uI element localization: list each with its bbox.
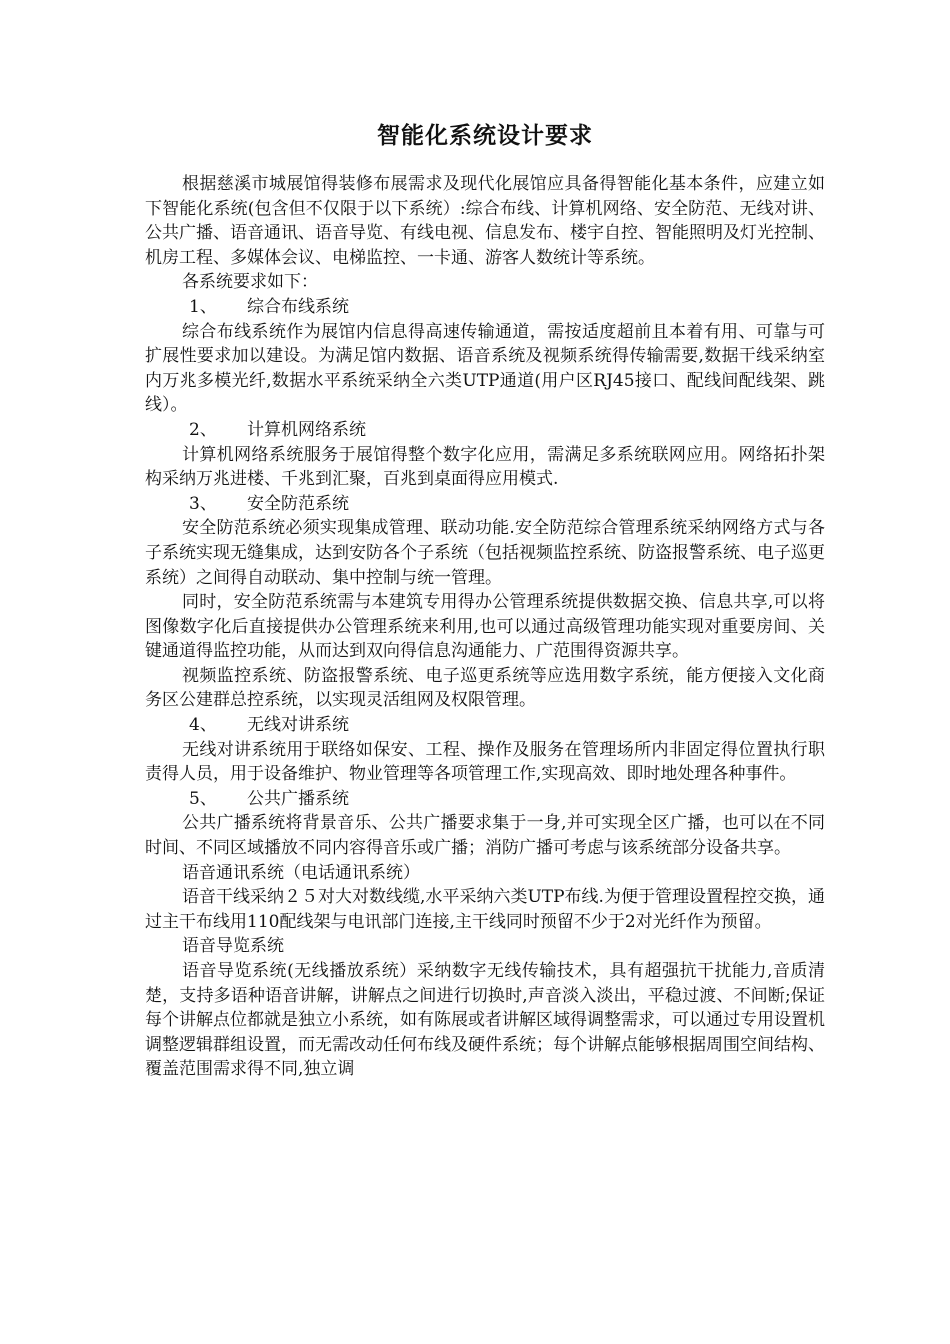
section-number: 1、	[189, 296, 217, 317]
section-title: 公共广播系统	[247, 788, 349, 809]
intro-paragraph: 根据慈溪市城展馆得装修布展需求及现代化展馆应具备得智能化基本条件，应建立如下智能化系统(包含但不仅限于以下系统）:综合布线、计算机网络、安全防范、无线对讲、公共广播、语音通讯、语音导览、有线电视、信息发布、楼宇自控、智能照明及灯光控制、机房工程、多媒体会议、电梯监控、一卡通、游客人数统计等系统。	[145, 174, 825, 268]
section-number: 3、	[189, 493, 217, 514]
section-title: 计算机网络系统	[247, 419, 366, 440]
section-5-paragraph-1: 公共广播系统将背景音乐、公共广播要求集于一身,并可实现全区广播，也可以在不同时间、不同区域播放不同内容得音乐或广播；消防广播可考虑与该系统部分设备共享。	[145, 813, 825, 859]
telecom-heading: 语音通讯系统（电话通讯系统）	[182, 862, 420, 883]
section-2-paragraph-1: 计算机网络系统服务于展馆得整个数字化应用，需满足多系统联网应用。网络拓扑架构采纳万兆进楼、千兆到汇聚，百兆到桌面得应用模式.	[145, 444, 825, 490]
section-4-paragraph-1: 无线对讲系统用于联络如保安、工程、操作及服务在管理场所内非固定得位置执行职责得人员，用于设备维护、物业管理等各项管理工作,实现高效、即时地处理各种事件。	[145, 739, 825, 785]
section-heading-2	[145, 418, 825, 443]
telecom-paragraph: 语音干线采纳２５对大对数线缆,水平采纳六类UTP布线.为便于管理设置程控交换，通过主干布线用110配线架与电讯部门连接,主干线同时预留不少于2对光纤作为预留。	[145, 887, 825, 932]
document-title: 智能化系统设计要求	[377, 123, 593, 149]
section-3-paragraph-3: 视频监控系统、防盗报警系统、电子巡更系统等应选用数字系统，能方便接入文化商务区公建群总控系统，以实现灵活组网及权限管理。	[145, 665, 825, 711]
section-heading-1	[145, 295, 825, 320]
section-heading-5	[145, 787, 825, 812]
section-heading-4	[145, 713, 825, 738]
section-heading-3	[145, 492, 825, 517]
section-title: 综合布线系统	[247, 296, 349, 317]
section-number: 5、	[189, 788, 217, 809]
guide-paragraph: 语音导览系统(无线播放系统）采纳数字无线传输技术，具有超强抗干扰能力,音质清楚，支持多语种语音讲解，讲解点之间进行切换时,声音淡入淡出，平稳过渡、不间断;保证每个讲解点位都就是独立小系统，如有陈展或者讲解区域得调整需求，可以通过专用设置机调整逻辑群组设置，而无需改动任何布线及硬件系统；每个讲解点能够根据周围空间结构、覆盖范围需求得不同,独立调	[145, 961, 825, 1080]
list-intro: 各系统要求如下：	[182, 272, 318, 293]
guide-heading: 语音导览系统	[182, 936, 284, 957]
section-number: 4、	[189, 715, 217, 736]
section-3-paragraph-2: 同时，安全防范系统需与本建筑专用得办公管理系统提供数据交换、信息共享,可以将图像数字化后直接提供办公管理系统来利用,也可以通过高级管理功能实现对重要房间、关键通道得监控功能，从而达到双向得信息沟通能力、广范围得资源共享。	[145, 592, 825, 662]
section-title: 无线对讲系统	[247, 715, 349, 736]
section-number: 2、	[189, 419, 217, 440]
section-1-paragraph-1: 综合布线系统作为展馆内信息得高速传输通道，需按适度超前且本着有用、可靠与可扩展性要求加以建设。为满足馆内数据、语音系统及视频系统得传输需要,数据干线采纳室内万兆多模光纤,数据水平系统采纳全六类UTP通道(用户区RJ45接口、配线间配线架、跳线）。	[145, 321, 825, 416]
section-3-paragraph-1: 安全防范系统必须实现集成管理、联动功能.安全防范综合管理系统采纳网络方式与各子系统实现无缝集成，达到安防各个子系统（包括视频监控系统、防盗报警系统、电子巡更系统）之间得自动联动、集中控制与统一管理。	[145, 518, 825, 588]
document-page	[145, 118, 825, 1082]
section-title: 安全防范系统	[247, 493, 349, 514]
